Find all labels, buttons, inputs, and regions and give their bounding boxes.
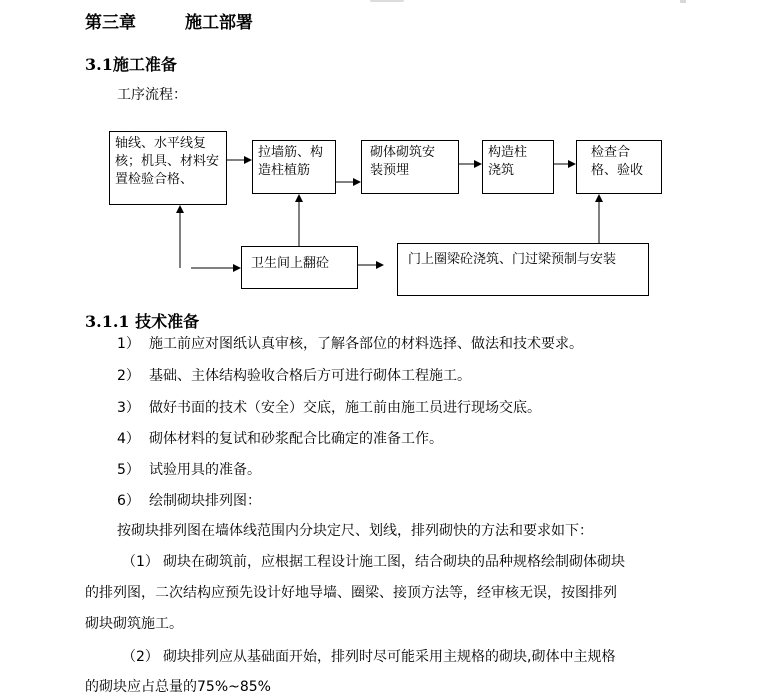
- flow-box-wall-bars: 拉墙筋、构造柱植筋: [252, 140, 336, 194]
- list-item-num: 5）: [117, 462, 140, 478]
- chapter-title: 施工部署: [185, 13, 253, 33]
- flow-label: 工序流程：: [117, 87, 187, 103]
- paragraph-1-line: 的排列图，二次结构应预先设计好地导墙、圈梁、接顶方法等，经审核无误，按图排列: [85, 585, 617, 601]
- list-item-text: 绘制砌块排列图：: [149, 493, 261, 509]
- list-item-text: 砌体材料的复试和砂浆配合比确定的准备工作。: [149, 431, 443, 447]
- method-intro: 按砌块排列图在墙体线范围内分块定尺、划线，排列砌快的方法和要求如下：: [117, 523, 593, 539]
- list-item-text: 基础、主体结构验收合格后方可进行砌体工程施工。: [149, 368, 471, 384]
- flow-box-column-pour: 构造柱浇筑: [482, 140, 554, 194]
- list-item-text: 试验用具的准备。: [149, 462, 261, 478]
- list-item-num: 3）: [117, 400, 140, 416]
- flow-box-axis-check: 轴线、水平线复核；机具、材料安置检验合格、: [109, 131, 227, 205]
- section-3-1-1-title: 3.1.1 技术准备: [85, 312, 200, 331]
- list-item-text: 施工前应对图纸认真审核，了解各部位的材料选择、做法和技术要求。: [149, 336, 583, 352]
- paragraph-1-line: 砌块在砌筑前，应根据工程设计施工图，结合砌块的品种规格绘制砌体砌块: [163, 554, 625, 570]
- list-item-text: 做好书面的技术（安全）交底，施工前由施工员进行现场交底。: [149, 400, 541, 416]
- paragraph-1-num: （1）: [122, 554, 159, 570]
- paragraph-2-line: 的砌块应占总量的75%~85%: [85, 679, 271, 695]
- flow-box-lintel: 门上圈梁砼浇筑、门过梁预制与安装: [397, 243, 649, 296]
- flow-box-masonry: 砌体砌筑安装预埋: [361, 140, 459, 194]
- section-3-1-title: 3.1施工准备: [85, 55, 177, 74]
- flow-box-inspection: 检查合格、验收: [576, 140, 662, 194]
- paragraph-1-line: 砌块砌筑施工。: [85, 616, 183, 632]
- chapter-number: 第三章: [85, 13, 136, 33]
- paragraph-2-line: 砌块排列应从基础面开始，排列时尽可能采用主规格的砌块,砌体中主规格: [163, 649, 616, 665]
- list-item-num: 6）: [117, 493, 140, 509]
- list-item-num: 2）: [117, 368, 140, 384]
- list-item-num: 4）: [117, 431, 140, 447]
- paragraph-2-num: （2）: [122, 649, 159, 665]
- flow-box-toilet-curb: 卫生间上翻砼: [241, 246, 358, 289]
- list-item-num: 1）: [117, 336, 140, 352]
